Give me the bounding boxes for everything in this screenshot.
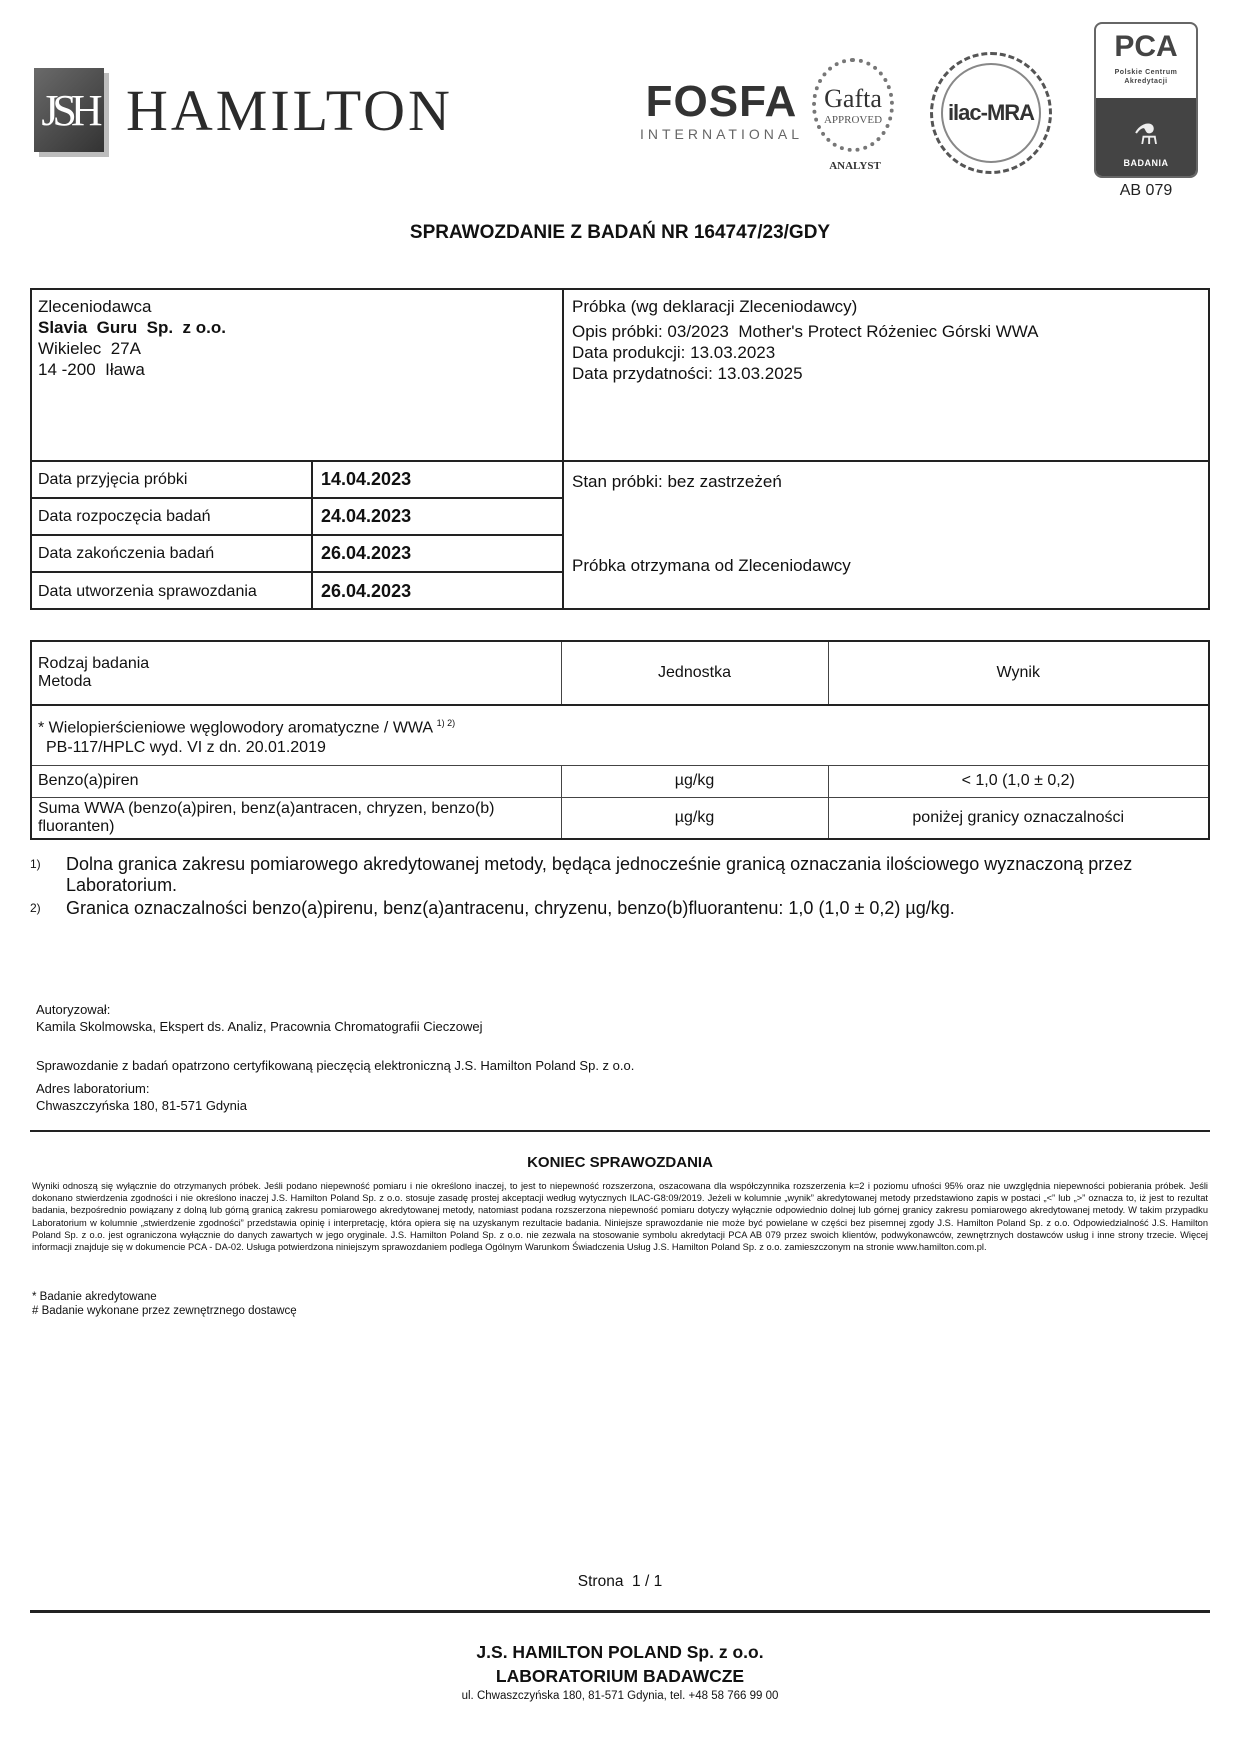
- legend-external: # Badanie wykonane przez zewnętrznego dostawcę: [32, 1305, 297, 1317]
- pca-line2: Akredytacji: [1124, 78, 1168, 85]
- footer-address: ul. Chwaszczyńska 180, 81-571 Gdynia, tel. +48 58 766 99 00: [461, 1690, 779, 1702]
- pca-badge-label: BADANIA: [1123, 158, 1169, 168]
- header-result: Wynik: [828, 641, 1209, 705]
- test-group-refs: 1) 2): [436, 717, 456, 728]
- ilac-name: ilac-MRA: [947, 100, 1035, 125]
- footnotes: [30, 854, 1210, 921]
- results-table: [30, 640, 1210, 840]
- test-group: [31, 705, 1209, 765]
- sample-production-date: Data produkcji: 13.03.2023: [572, 343, 776, 362]
- lab-address-value: Chwaszczyńska 180, 81-571 Gdynia: [36, 1098, 248, 1113]
- client-street: Wikielec 27A: [38, 339, 141, 358]
- footnote: [30, 898, 1210, 919]
- footnote: [30, 854, 1210, 896]
- gafta-role: ANALYST: [829, 160, 881, 172]
- footer-company: J.S. HAMILTON POLAND Sp. z o.o.: [476, 1642, 764, 1662]
- sample-condition: Stan próbki: bez zastrzeżeń: [572, 472, 782, 491]
- header-method: Metoda: [38, 673, 92, 690]
- date-row: [32, 462, 562, 499]
- test-group-method: PB-117/HPLC wyd. VI z dn. 20.01.2019: [46, 738, 326, 756]
- divider: [562, 290, 564, 608]
- authorization: [36, 1001, 483, 1035]
- flask-icon: ⚗: [1133, 119, 1159, 150]
- date-row: [32, 573, 562, 610]
- gafta-name: Gafta: [824, 84, 882, 113]
- authorizing-person: Kamila Skolmowska, Ekspert ds. Analiz, Pracownia Chromatografii Cieczowej: [36, 1019, 483, 1034]
- sample-label: Próbka (wg deklaracji Zleceniodawcy): [572, 297, 858, 316]
- table-row: [31, 797, 1209, 839]
- date-label: Data utworzenia sprawozdania: [32, 573, 313, 610]
- pca-line1: Polskie Centrum: [1114, 69, 1178, 76]
- hamilton-logo: [34, 68, 453, 152]
- footer-lab: LABORATORIUM BADAWCZE: [495, 1666, 745, 1686]
- legend: [32, 1290, 297, 1318]
- pca-badge: [1094, 22, 1198, 178]
- fosfa-name: FOSFA: [645, 77, 798, 126]
- electronic-seal-note: Sprawozdanie z badań opatrzono certyfikowaną pieczęcią elektroniczną J.S. Hamilton Poland Sp. z o.o.: [36, 1058, 635, 1073]
- analyte-result: < 1,0 (1,0 ± 0,2): [828, 765, 1209, 797]
- date-value: 24.04.2023: [321, 506, 412, 526]
- authorization-label: Autoryzował:: [36, 1002, 111, 1017]
- divider: [30, 1130, 1210, 1132]
- legend-accredited: * Badanie akredytowane: [32, 1291, 157, 1303]
- header-type: Rodzaj badania: [38, 655, 150, 672]
- header-type-method: [31, 641, 561, 705]
- footnote-text: Granica oznaczalności benzo(a)pirenu, benz(a)antracenu, chryzenu, benzo(b)fluorantenu: 1,0 (1,0 ± 0,2) µg/kg.: [66, 898, 955, 918]
- sample-description: Opis próbki: 03/2023 Mother's Protect Różeniec Górski WWA: [572, 322, 1039, 341]
- page-footer: [0, 1640, 1240, 1704]
- gafta-wreath-icon: [812, 58, 894, 152]
- results-header-row: [31, 641, 1209, 705]
- date-row: [32, 536, 562, 573]
- analyte-name: Suma WWA (benzo(a)piren, benz(a)antracen, chryzen, benzo(b) fluoranten): [31, 797, 561, 839]
- date-label: Data zakończenia badań: [32, 536, 313, 571]
- report-title: SPRAWOZDANIE Z BADAŃ NR 164747/23/GDY: [409, 222, 831, 243]
- hamilton-wordmark: HAMILTON: [126, 77, 453, 143]
- analyte-unit: µg/kg: [561, 797, 828, 839]
- ilac-ring-icon: [941, 63, 1041, 163]
- disclaimer-text: Wyniki odnoszą się wyłącznie do otrzymanych próbek. Jeśli podano niepewność pomiaru i nie określono inaczej, to jest to niepewność rozszerzona, oszacowana dla współczynnika rozszerzenia k=2 i poziomu ufności 95% oraz nie uwzględnia niepewności pobierania próbek. Jeśli dokonano stwierdzenia zgodności i nie określono inaczej J.S. Hamilton Poland Sp. z o.o. stosuje zasadę prostej akceptacji według wytycznych ILAC-G8:09/2019. Jeżeli w kolumnie „wynik” akredytowanej metody przedstawiono zapis w postaci „<” lub „>” oznacza to, iż jest to rezultat badania, bezpośrednio powiązany z dolną lub górną granicą zakresu pomiarowego akredytowanej metody, natomiast podana rozszerzona niepewność pomiaru dotyczy wyłącznie odpowiednio dolnej lub górnej granicy zakresu pomiarowego akredytowanej metody. W takim przypadku Laboratorium w kolumnie „stwierdzenie zgodności” przedstawia opinię i interpretację, która opiera się na uzyskanym rezultacie badania. Niniejsze sprawozdanie nie może być powielane w części bez pisemnej zgody J.S. Hamilton Poland Sp. z o.o. Odpowiedzialność J.S. Hamilton Poland Sp. z o.o. jest ograniczona wyłącznie do danych zawartych w jego oryginale. J.S. Hamilton Poland Sp. z o.o. nie zezwala na stosowanie symbolu akredytacji PCA AB 079 przez swoich klientów, podwykonawców, zewnętrznych dostawców usług i inne strony trzecie. Więcej informacji znajduje się w dokumencie PCA - DA-02. Usługa potwierdzona niniejszym sprawozdaniem podlega Ogólnym Warunkom Świadczenia Usług J.S. Hamilton Poland Sp. z o.o. zamieszczonym na stronie www.hamilton.com.pl.: [32, 1181, 1208, 1253]
- sample-source: Próbka otrzymana od Zleceniodawcy: [572, 556, 851, 575]
- header-unit: Jednostka: [561, 641, 828, 705]
- date-value: 26.04.2023: [321, 543, 412, 563]
- gafta-approved: APPROVED: [823, 114, 883, 126]
- sample-info: [572, 296, 1039, 384]
- fosfa-sub: INTERNATIONAL: [640, 126, 803, 142]
- lab-address-label: Adres laboratorium:: [36, 1081, 150, 1096]
- sample-expiry-date: Data przydatności: 13.03.2025: [572, 364, 803, 383]
- client-city: 14 -200 Iława: [38, 360, 145, 379]
- fosfa-logo: [640, 77, 803, 142]
- end-of-report-title: KONIEC SPRAWOZDANIA: [527, 1154, 713, 1171]
- date-label: Data przyjęcia próbki: [32, 462, 313, 497]
- analyte-unit: µg/kg: [561, 765, 828, 797]
- date-value: 26.04.2023: [321, 581, 412, 601]
- test-group-name: * Wielopierścieniowe węglowodory aromatyczne / WWA: [38, 718, 433, 736]
- analyte-result: poniżej granicy oznaczalności: [828, 797, 1209, 839]
- accreditation-code: AB 079: [1119, 182, 1173, 199]
- jsh-monogram-icon: JSH: [34, 68, 104, 152]
- page-number: Strona 1 / 1: [577, 1573, 663, 1590]
- client-label: Zleceniodawca: [38, 297, 152, 316]
- date-row: [32, 499, 562, 536]
- analyte-name: Benzo(a)piren: [31, 765, 561, 797]
- client-sample-box: [30, 288, 1210, 610]
- client-info: [38, 296, 226, 380]
- date-label: Data rozpoczęcia badań: [32, 499, 313, 534]
- test-group-row: [31, 705, 1209, 765]
- client-name: Slavia Guru Sp. z o.o.: [38, 318, 226, 337]
- dates-table: [32, 462, 562, 610]
- ilac-mra-logo: [930, 52, 1052, 174]
- pca-name: PCA: [1114, 30, 1178, 63]
- footnote-marker: 2): [30, 901, 41, 915]
- divider: [30, 1610, 1210, 1613]
- lab-address: [36, 1080, 247, 1114]
- footnote-text: Dolna granica zakresu pomiarowego akredytowanej metody, będąca jednocześnie granicą oznaczania ilościowego wyznaczoną przez Laboratorium.: [66, 854, 1133, 895]
- date-value: 14.04.2023: [321, 469, 412, 489]
- footnote-marker: 1): [30, 857, 41, 871]
- table-row: [31, 765, 1209, 797]
- gafta-logo: [812, 58, 898, 178]
